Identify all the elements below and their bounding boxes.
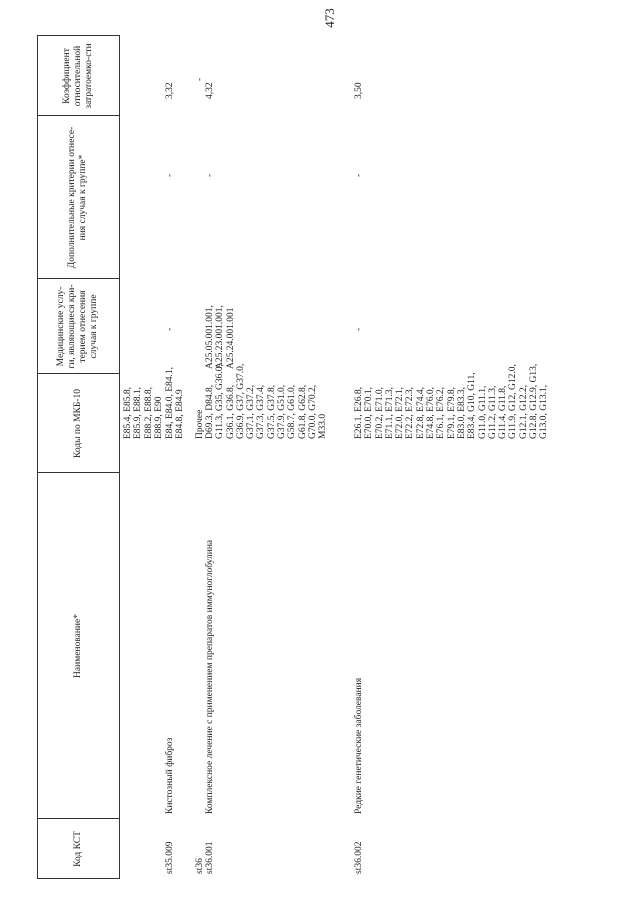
row-code: st35.009 xyxy=(165,841,175,874)
row-code: st36.001 xyxy=(205,841,215,874)
mkb-codes: D69.3, D84.8, G11.3, G35, G36.0, G36.1, G36.8, G36.9, G37, G37.0, G37.1, G37.2, G37.3, G37.4, G37.5, G37.8, G37.9, G51.0, G58.7, G61.0, G61.8, G62.8, G70.0, G70.2, M33.0 xyxy=(205,363,329,439)
row-code: st36 xyxy=(195,858,205,874)
row-name: Редкие генетические заболевания xyxy=(354,677,364,814)
coef-value: 3,50 xyxy=(354,82,364,99)
header-services: Медицинские услу-ги, являющиеся кри-терием отнесения случая к группе xyxy=(56,284,99,369)
header-name: Наименование* xyxy=(72,614,83,678)
mkb-codes: E84, E84.0, E84.1, E84.8, E84.9 xyxy=(165,366,186,439)
header-divider xyxy=(119,35,120,879)
header-criteria: Дополнительные критерии отнесе-ния случая к группе* xyxy=(67,126,88,269)
services-value: - xyxy=(165,327,175,331)
services-value: A25.05.001.001, A25.23.001.001, A25.24.001.001 xyxy=(205,305,236,369)
services-value: - xyxy=(354,327,364,331)
row-name: Кистозный фиброз xyxy=(165,737,175,814)
row-code: st36.002 xyxy=(354,841,364,874)
page-number: 473 xyxy=(322,8,337,28)
header-coef: Коэффициент относительной затратоемко-сти xyxy=(61,43,94,109)
row-name: Комплексное лечение с применением препаратов иммуноглобулина xyxy=(205,539,215,814)
coef-value: 4,32 xyxy=(205,82,215,99)
mkb-codes: E26.1, E26.8, E70.0, E70.1, E70.2, E71.0, E71.1, E71.3, E72.0, E72.1, E72.2, E72.3, E72.8, E74.4, E74.8, E76.0, E76.1, E76.2, E79.1, E79.8, E83.0, E83.3, E83.4, G10, G11, G11.0, G11.1, G11.2, G11.3, G11.4, G11.8, G11.9, G12, G12.0, G12.1, G12.2, G12.8, G12.9, G13, G13.0, G13.1, xyxy=(354,363,550,439)
header-code: Код КСТ xyxy=(72,831,83,867)
criteria-value: - xyxy=(165,173,175,177)
criteria-value: - xyxy=(205,173,215,177)
coef-value: 3,32 xyxy=(165,82,175,99)
header-mkb: Коды по МКБ-10 xyxy=(72,388,83,459)
mkb-codes: E85.4, E85.8, E85.9, E88.1, E88.2, E88.8, E88.9, E90 xyxy=(123,387,164,439)
table xyxy=(37,35,612,879)
coef-value: - xyxy=(195,77,205,81)
mkb-codes: Прочее xyxy=(195,409,205,439)
criteria-value: - xyxy=(354,173,364,177)
